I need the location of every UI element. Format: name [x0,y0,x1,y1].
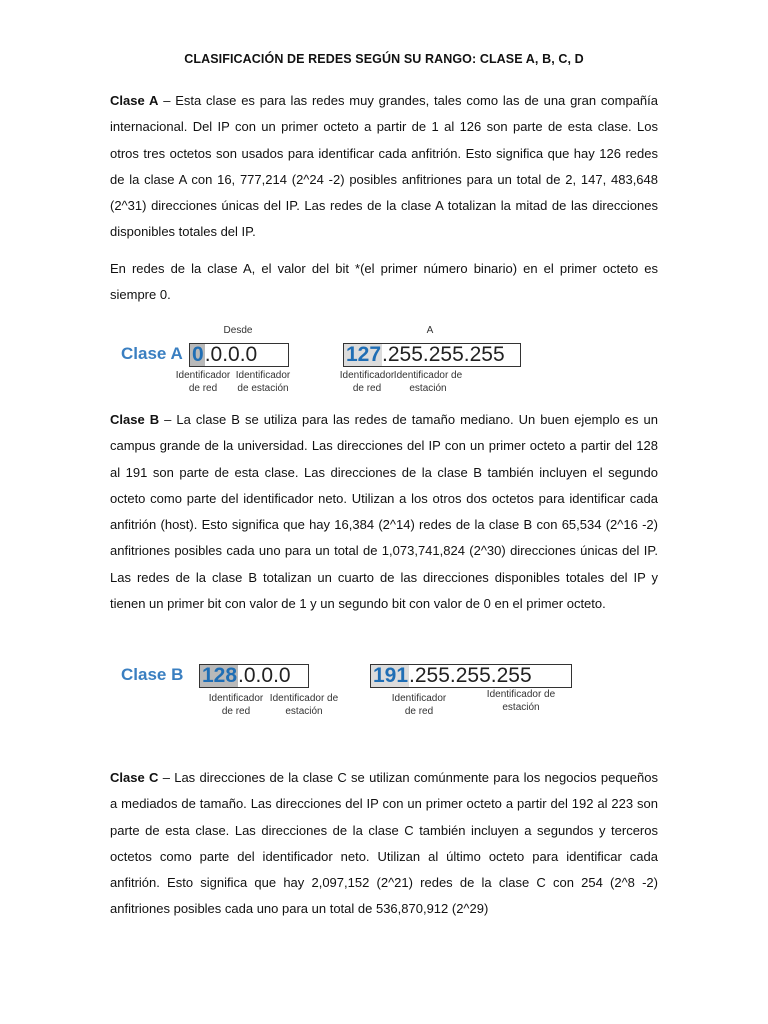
from-caption: Desde [223,325,253,336]
host-octets: .255.255.255 [409,664,532,687]
network-id-caption: Identificador de red [339,370,395,394]
host-octets: .0.0.0 [238,664,291,687]
class-b-diagram [0,660,768,722]
class-a-heading: Clase A [110,93,159,108]
to-caption: A [426,325,434,336]
class-a-label: Clase A [121,344,183,363]
class-c-text: – Las direcciones de la clase C se utilizan comúnmente para los negocios pequeños a mediados de tamaño. Las direcciones del IP con un primer octeto a partir del 192 al 223 son parte de esta clase. Las direcciones de la clase C también incluyen a segundos y terceros octetos como parte del identificador neto. Utilizan al último octeto para identificar cada anfitrión. Esto significa que hay 2,097,152 (2^21) redes de la clase C con 254 (2^8 -2) anfitriones posibles cada uno para un total de 536,870,912 (2^29) [110,770,658,917]
class-b-paragraph [110,407,658,617]
class-a-from-address [189,343,289,367]
class-a-to-address [343,343,521,367]
host-octets: .0.0.0 [204,343,258,366]
network-octet: 128 [202,664,238,687]
class-b-from-address [199,664,309,688]
class-c-paragraph [110,765,658,923]
network-id-caption: Identificador de red [175,370,231,394]
network-octet: 0 [192,343,204,366]
host-id-caption: Identificador de estación [486,689,556,713]
page-title: CLASIFICACIÓN DE REDES SEGÚN SU RANGO: CLASE A, B, C, D [184,52,584,66]
network-octet: 127 [346,343,382,366]
host-id-caption: Identificador de estación [235,370,291,394]
class-a-paragraph [110,88,658,246]
network-octet: 191 [373,664,409,687]
class-b-label: Clase B [121,665,184,684]
network-id-caption: Identificador de red [208,693,264,717]
class-a-diagram [0,322,768,398]
class-a-note: En redes de la clase A, el valor del bit *(el primer número binario) en el primer octeto es siempre 0. [110,261,658,303]
class-c-heading: Clase C [110,770,159,785]
host-id-caption: Identificador de estación [269,693,339,717]
class-b-text: – La clase B se utiliza para las redes de tamaño mediano. Un buen ejemplo es un campus grande de la universidad. Las direcciones del IP con un primer octeto a partir del 128 al 191 son parte de esta clase. Las direcciones de la clase B también incluyen el segundo octeto como parte del identificador neto. Utilizan a los otros dos octetos para identificar cada anfitrión (host). Esto significa que hay 16,384 (2^14) redes de la clase B con 65,534 (2^16 -2) anfitriones posibles cada uno para un total de 1,073,741,824 (2^30) direcciones únicas del IP. Las redes de la clase B totalizan un cuarto de las direcciones disponibles totales del IP y tienen un primer bit con valor de 1 y un segundo bit con valor de 0 en el primer octeto. [110,412,658,612]
network-id-caption: Identificador de red [391,693,447,717]
class-a-text: – Esta clase es para las redes muy grandes, tales como las de una gran compañía internacional. Del IP con un primer octeto a partir de 1 al 126 son parte de esta clase. Los otros tres octetos son usados para identificar cada anfitrión. Esto significa que hay 126 redes de la clase A con 16, 777,214 (2^24 -2) posibles anfitriones para un total de 2, 147, 483,648 (2^31) direcciones únicas del IP. Las redes de la clase A totalizan la mitad de las direcciones disponibles totales del IP. [110,93,658,240]
class-b-heading: Clase B [110,412,160,427]
host-id-caption: Identificador de estación [393,370,463,394]
class-b-to-address [370,664,572,688]
host-octets: .255.255.255 [382,343,505,366]
